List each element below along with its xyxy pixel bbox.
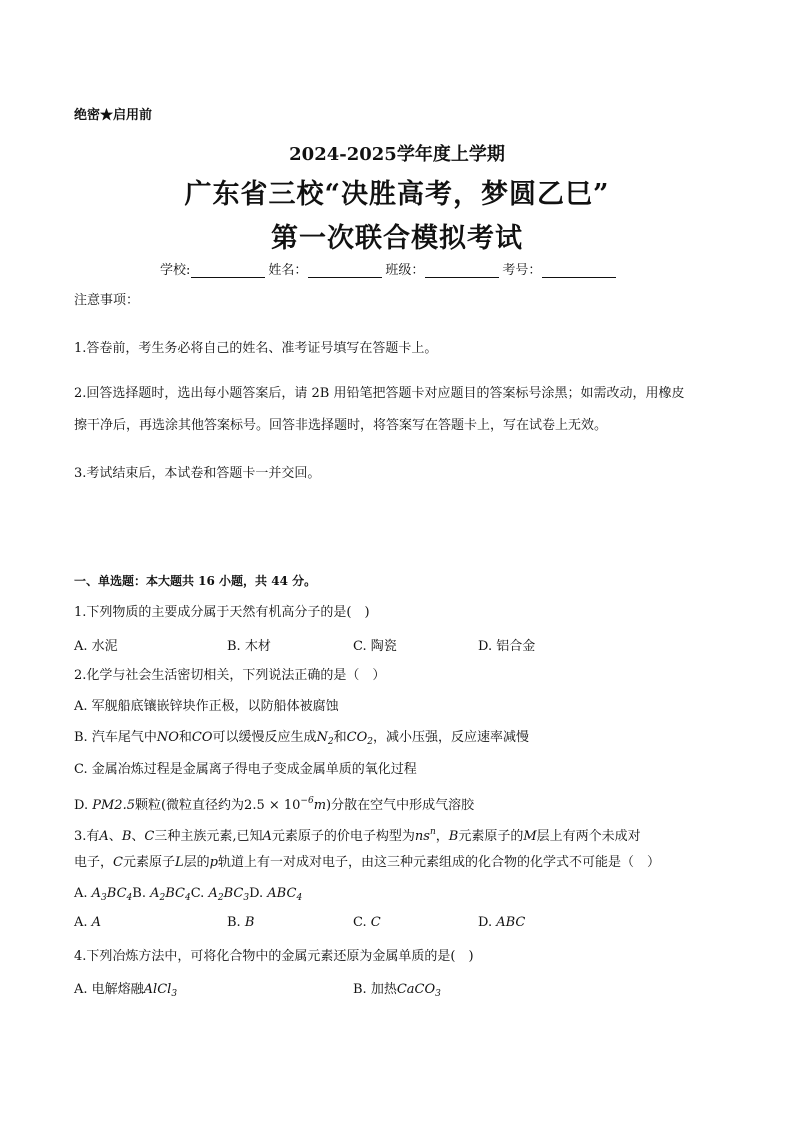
q3-option-b: B. B [227, 915, 255, 930]
q4-option-b: B. 加热CaCO$_3$ [353, 982, 441, 999]
exam-title-line1: 广东省三校“决胜高考，梦圆乙巳” [184, 179, 610, 210]
exam-title-line2: 第一次联合模拟考试 [271, 223, 523, 254]
exam-number-blank[interactable] [542, 263, 616, 278]
class-label: 班级： [385, 263, 425, 278]
section-heading: 一、单选题：本大题共 16 小题，共 44 分。 [74, 574, 317, 588]
q2-option-b: B. 汽车尾气中NO和CO可以缓慢反应生成$N_2$和$CO_2$，减小压强，反应速率减慢 [74, 730, 529, 747]
q1-stem: 1.下列物质的主要成分属于天然有机高分子的是( ) [74, 605, 370, 620]
q4-option-a: A. 电解熔融AlCl$_3$ [74, 982, 178, 999]
q3-formula-line: A. $A_3BC_4B$. $A_2BC_4C$. $A_2BC_3D$. $ABC_4$ [74, 886, 303, 903]
note-3: 3.考试结束后，本试卷和答题卡一并交回。 [74, 466, 321, 481]
q3-stem-line1: 3.有A、B、C三种主族元素,已知A元素原子的价电子构型为$ns^n$，B元素原子的M层上有两个未成对 [74, 827, 641, 844]
notes-heading: 注意事项： [74, 293, 140, 308]
school-year: 2024-2025学年度上学期 [289, 144, 505, 165]
q2-option-c: C. 金属冶炼过程是金属离子得电子变成金属单质的氧化过程 [74, 762, 417, 777]
q1-option-a: A. 水泥 [74, 639, 118, 654]
note-2-line1: 2.回答选择题时，选出每小题答案后，请 2B 用铅笔把答题卡对应题目的答案标号涂黑；如需改动，用橡皮 [74, 386, 685, 401]
school-label: 学校: [160, 263, 191, 278]
exam-number-label: 考号： [502, 263, 542, 278]
q2-option-a: A. 军舰船底镶嵌锌块作正极，以防船体被腐蚀 [74, 699, 339, 714]
q3-stem-line2: 电子，C元素原子L层的p轨道上有一对成对电子，由这三种元素组成的化合物的化学式不可能是（ ） [74, 855, 660, 870]
q2-option-d: D. PM2.5颗粒(微粒直径约为$2.5 \times 10^{-6}m$)分散在空气中形成气溶胶 [74, 796, 475, 813]
q3-option-d: D. ABC [478, 915, 526, 930]
secret-label: 绝密★启用前 [74, 108, 153, 123]
q1-option-b: B. 木材 [227, 639, 271, 654]
q3-option-a: A. A [74, 915, 102, 930]
name-blank[interactable] [308, 263, 382, 278]
name-label: 姓名： [268, 263, 308, 278]
q1-option-d: D. 铝合金 [478, 639, 536, 654]
school-blank[interactable] [191, 263, 265, 278]
note-2-line2: 擦干净后，再选涂其他答案标号。回答非选择题时，将答案写在答题卡上，写在试卷上无效。 [74, 418, 608, 433]
q4-stem: 4.下列冶炼方法中，可将化合物中的金属元素还原为金属单质的是( ) [74, 949, 474, 964]
q1-option-c: C. 陶瓷 [353, 639, 397, 654]
class-blank[interactable] [425, 263, 499, 278]
student-info-row [160, 259, 619, 278]
q2-stem: 2.化学与社会生活密切相关，下列说法正确的是（ ） [74, 668, 386, 683]
note-1: 1.答卷前，考生务必将自己的姓名、准考证号填写在答题卡上。 [74, 341, 438, 356]
q3-option-c: C. C [353, 915, 381, 930]
